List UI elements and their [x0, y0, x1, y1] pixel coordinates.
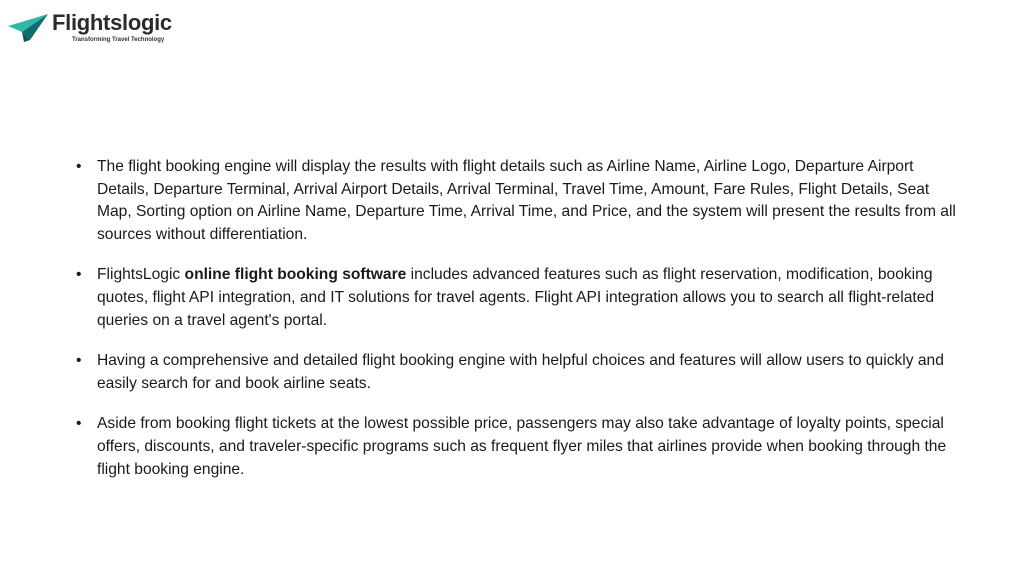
- bullet-marker: •: [76, 158, 82, 175]
- brand-text: [52, 9, 172, 43]
- bullet-text: The flight booking engine will display the results with flight details such as Airline Name, Airline Logo, Departure Airport Details, Departure Terminal, Arrival Airport Details, Arrival Terminal, Travel Time, Amount, Fare Rules, Flight Details, Seat Map, Sorting option on Airline Name, Departure Time, Arrival Time, and Price, and the system will present the results from all sources without differentiation.: [97, 158, 956, 243]
- bullet-list: [76, 156, 956, 481]
- list-item: [76, 350, 956, 395]
- paper-plane-logo-icon: [8, 12, 48, 42]
- list-item: [76, 413, 956, 481]
- bullet-text: Having a comprehensive and detailed flight booking engine with helpful choices and features will allow users to quickly and easily search for and book airline seats.: [97, 352, 944, 392]
- bullet-text: Aside from booking flight tickets at the lowest possible price, passengers may also take advantage of loyalty points, special offers, discounts, and traveler-specific programs such as frequent flyer miles that airlines provide when booking through the flight booking engine.: [97, 415, 947, 478]
- brand-name: Flightslogic: [52, 9, 172, 35]
- brand-tagline: Transforming Travel Technology: [72, 36, 165, 43]
- list-item: [76, 264, 956, 332]
- bullet-marker: •: [76, 352, 82, 370]
- bullet-text-emphasis: online flight booking software: [184, 266, 407, 284]
- bullet-text-prefix: FlightsLogic: [97, 266, 185, 284]
- bullet-text-suffix: includes advanced features such as flight reservation, modification, booking quotes, flight API integration, and IT solutions for travel agents. Flight API integration allows you to search all flight-related queries on a travel agent's portal.: [97, 266, 935, 329]
- bullet-marker: •: [76, 415, 82, 433]
- bullet-marker: •: [76, 266, 82, 284]
- brand-logo: [8, 10, 172, 44]
- main-content: [76, 156, 956, 499]
- list-item: [76, 156, 956, 246]
